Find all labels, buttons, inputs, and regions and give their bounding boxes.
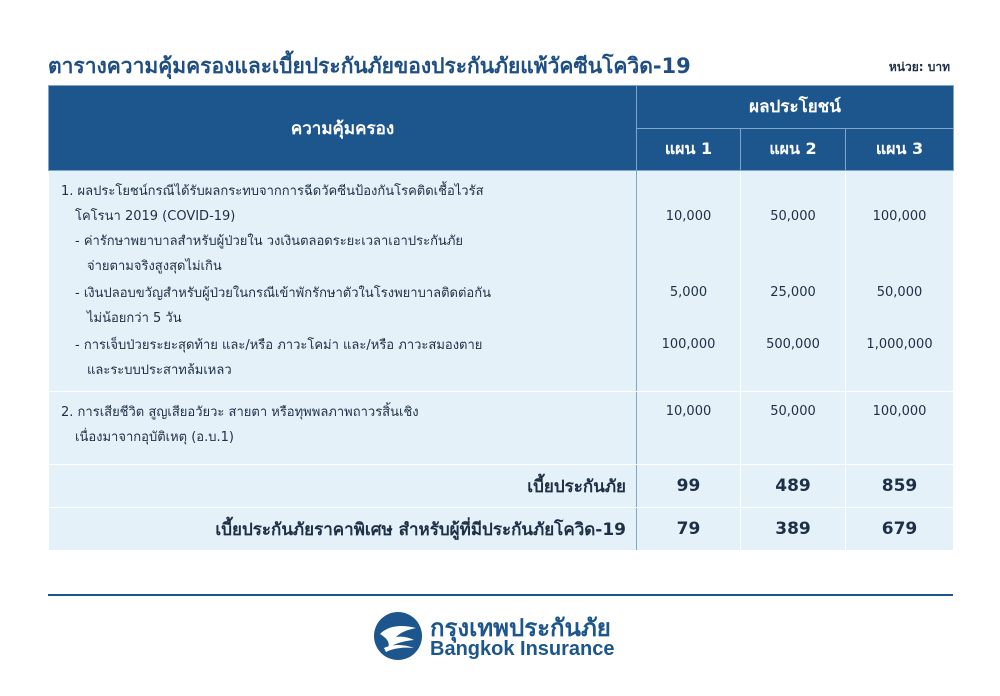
item1-sub2-line1: - เงินปลอบขวัญสำหรับผู้ป่วยในกรณีเข้าพักรักษาตัวในโรงพยาบาลติดต่อกัน — [75, 286, 491, 301]
item1-sub3-plan3: 1,000,000 — [866, 337, 933, 352]
plan-2-cell — [741, 171, 846, 392]
item1-sub1-plan1: 10,000 — [665, 209, 712, 224]
bangkok-insurance-logo — [372, 608, 642, 668]
logo-thai-text: กรุงเทพประกันภัย — [430, 614, 611, 642]
premium-plan2: 489 — [741, 465, 846, 508]
special-premium-plan1: 79 — [637, 508, 741, 551]
unit-label: หน่วย: บาท — [888, 60, 950, 74]
special-premium-row — [49, 508, 954, 551]
logo-english-text: Bangkok Insurance — [430, 638, 615, 660]
bird-logo-icon — [372, 610, 424, 662]
item1-sub1-plan3: 100,000 — [872, 209, 927, 224]
premium-label: เบี้ยประกันภัย — [49, 465, 637, 508]
special-premium-plan2: 389 — [741, 508, 846, 551]
item1-sub1-plan2: 50,000 — [770, 209, 816, 224]
special-premium-plan3: 679 — [846, 508, 954, 551]
plan-3-header: แผน 3 — [846, 128, 954, 171]
item2-line1: 2. การเสียชีวิต สูญเสียอวัยวะ สายตา หรือทุพพลภาพถาวรสิ้นเชิง — [61, 405, 419, 420]
premium-plan3: 859 — [846, 465, 954, 508]
item1-sub2-plan3: 50,000 — [876, 285, 923, 300]
item1-line1: 1. ผลประโยชน์กรณีได้รับผลกระทบจากการฉีดวัคซีนป้องกันโรคติดเชื้อไวรัส — [61, 184, 484, 199]
plan-1-cell — [637, 171, 741, 392]
premium-row — [49, 465, 954, 508]
item2-line2: เนื่องมาจากอุบัติเหตุ (อ.บ.1) — [75, 430, 234, 445]
coverage-header: ความคุ้มครอง — [49, 86, 637, 171]
item1-sub2-plan1: 5,000 — [669, 285, 708, 300]
item2-plan2: 50,000 — [770, 404, 816, 419]
benefit-header: ผลประโยชน์ — [637, 86, 954, 129]
page-title: ตารางความคุ้มครองและเบี้ยประกันภัยของประกันภัยแพ้วัคซีนโควิด-19 — [48, 54, 691, 78]
special-premium-label: เบี้ยประกันภัยราคาพิเศษ สำหรับผู้ที่มีประกันภัยโควิด-19 — [49, 508, 637, 551]
premium-plan1: 99 — [637, 465, 741, 508]
item1-sub2-plan2: 25,000 — [770, 285, 816, 300]
item2-plan3: 100,000 — [872, 404, 927, 419]
item2-plan3-cell — [846, 392, 954, 465]
item2-plan2-cell — [741, 392, 846, 465]
plan-1-header: แผน 1 — [637, 128, 741, 171]
plan-3-cell — [846, 171, 954, 392]
item1-sub3-line2: และระบบประสาทล้มเหลว — [87, 363, 232, 378]
coverage-cell-2 — [49, 392, 637, 465]
coverage-table — [48, 85, 954, 551]
item1-sub1-line2: จ่ายตามจริงสูงสุดไม่เกิน — [87, 259, 222, 274]
table-row — [49, 392, 954, 465]
plan-2-header: แผน 2 — [741, 128, 846, 171]
coverage-cell-1 — [49, 171, 637, 392]
item1-sub3-plan2: 500,000 — [766, 337, 820, 352]
item1-line2: โคโรนา 2019 (COVID-19) — [75, 209, 236, 224]
item2-plan1-cell — [637, 392, 741, 465]
table-row — [49, 171, 954, 392]
item1-sub3-line1: - การเจ็บป่วยระยะสุดท้าย และ/หรือ ภาวะโคม่า และ/หรือ ภาวะสมองตาย — [75, 338, 483, 353]
item2-plan1: 10,000 — [665, 404, 712, 419]
footer-divider — [48, 594, 953, 596]
item1-sub3-plan1: 100,000 — [661, 337, 716, 352]
item1-sub2-line2: ไม่น้อยกว่า 5 วัน — [87, 311, 182, 326]
item1-sub1-line1: - ค่ารักษาพยาบาลสำหรับผู้ป่วยใน วงเงินตลอดระยะเวลาเอาประกันภัย — [75, 234, 464, 249]
